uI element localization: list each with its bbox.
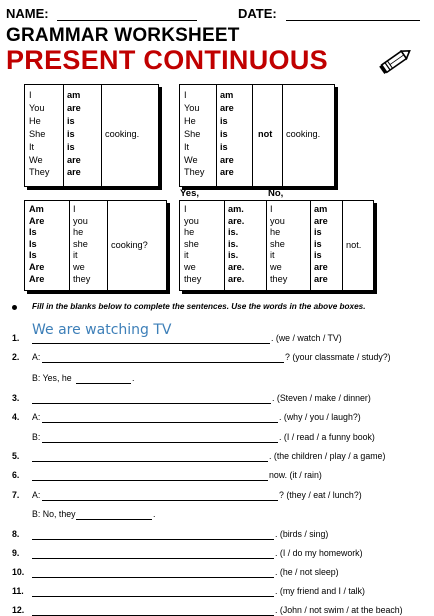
answer-blank[interactable] — [32, 343, 270, 344]
name-field[interactable] — [57, 20, 197, 21]
yes-label: Yes, — [180, 188, 200, 199]
answer-blank[interactable] — [32, 480, 268, 481]
question-cue: . — [153, 509, 156, 519]
yes-subjects: I you he she it we they — [184, 204, 202, 284]
question-number: 11. — [12, 586, 24, 596]
no-subjects: I you he she it we they — [270, 204, 288, 284]
no-not: not. — [346, 240, 362, 250]
pencil-icon — [376, 44, 416, 78]
answer-blank[interactable] — [42, 500, 278, 501]
question-box — [24, 200, 167, 291]
answer-blank[interactable] — [42, 442, 278, 443]
affirmative-subjects: I You He She It We They — [29, 90, 50, 178]
answer-blank[interactable] — [42, 422, 278, 423]
question-ing: cooking? — [111, 240, 148, 250]
question-number: 12. — [12, 605, 25, 615]
question-prefix: A: — [32, 490, 41, 500]
worksheet-subtitle: PRESENT CONTINUOUS — [6, 45, 328, 75]
question-cue: . — [132, 373, 135, 383]
negative-box — [179, 84, 335, 187]
answer-blank[interactable] — [42, 362, 284, 363]
question-number: 4. — [12, 412, 20, 422]
short-answer-box — [179, 200, 374, 291]
no-label: No, — [268, 188, 284, 199]
answer-blank[interactable] — [32, 558, 274, 559]
affirmative-verbs: am are is is is are are — [67, 90, 81, 178]
question-prefix: B: — [32, 432, 41, 442]
answer-blank[interactable] — [32, 596, 274, 597]
yes-verbs: am. are. is. is. is. are. are. — [228, 204, 245, 284]
date-label: DATE: — [238, 6, 277, 21]
question-number: 2. — [12, 352, 20, 362]
question-prefix: A: — [32, 412, 41, 422]
question-cue: ? (they / eat / lunch?) — [279, 490, 362, 500]
question-cue: . (my friend and I / talk) — [275, 586, 365, 596]
question-number: 7. — [12, 490, 20, 500]
answer-blank[interactable] — [76, 383, 131, 384]
answer-blank[interactable] — [76, 519, 152, 520]
question-number: 10. — [12, 567, 25, 577]
question-cue: . (he / not sleep) — [275, 567, 339, 577]
answer-blank[interactable] — [32, 461, 268, 462]
question-cue: ? (your classmate / study?) — [285, 352, 391, 362]
question-prefix: A: — [32, 352, 41, 362]
question-number: 8. — [12, 529, 20, 539]
affirmative-box — [24, 84, 159, 187]
no-verbs: am are is is is are are — [314, 204, 328, 284]
example-answer: We are watching TV — [32, 322, 172, 338]
negative-subjects: I You He She It We They — [184, 90, 205, 178]
question-number: 3. — [12, 393, 20, 403]
question-subjects: I you he she it we they — [73, 204, 91, 284]
negative-ing: cooking. — [286, 129, 321, 139]
worksheet-title: GRAMMAR WORKSHEET — [6, 25, 240, 46]
question-cue: . (Steven / make / dinner) — [272, 393, 371, 403]
answer-blank[interactable] — [32, 577, 274, 578]
question-prefix: B: No, they — [32, 509, 76, 519]
affirmative-ing: cooking. — [105, 129, 140, 139]
question-cue: . (I / read / a funny book) — [279, 432, 375, 442]
negative-verbs: am are is is is are are — [220, 90, 234, 178]
question-cue: . (the children / play / a game) — [269, 451, 386, 461]
question-cue: . (John / not swim / at the beach) — [275, 605, 403, 615]
question-prefix: B: Yes, he — [32, 373, 72, 383]
question-cue: . (why / you / laugh?) — [279, 412, 361, 422]
question-cue: now. (it / rain) — [269, 470, 322, 480]
question-cue: . (we / watch / TV) — [271, 333, 342, 343]
question-verbs: Am Are Is Is Is Are Are — [29, 204, 45, 284]
question-cue: . (I / do my homework) — [275, 548, 363, 558]
bullet-icon — [12, 305, 17, 310]
question-number: 5. — [12, 451, 20, 461]
date-field[interactable] — [286, 20, 420, 21]
name-label: NAME: — [6, 6, 49, 21]
answer-blank[interactable] — [32, 403, 271, 404]
negative-not: not — [258, 129, 273, 139]
question-cue: . (birds / sing) — [275, 529, 329, 539]
answer-blank[interactable] — [32, 539, 274, 540]
question-number: 9. — [12, 548, 20, 558]
question-number: 6. — [12, 470, 20, 480]
instruction-text: Fill in the blanks below to complete the sentences. Use the words in the above boxes. — [32, 302, 366, 311]
question-number: 1. — [12, 333, 20, 343]
